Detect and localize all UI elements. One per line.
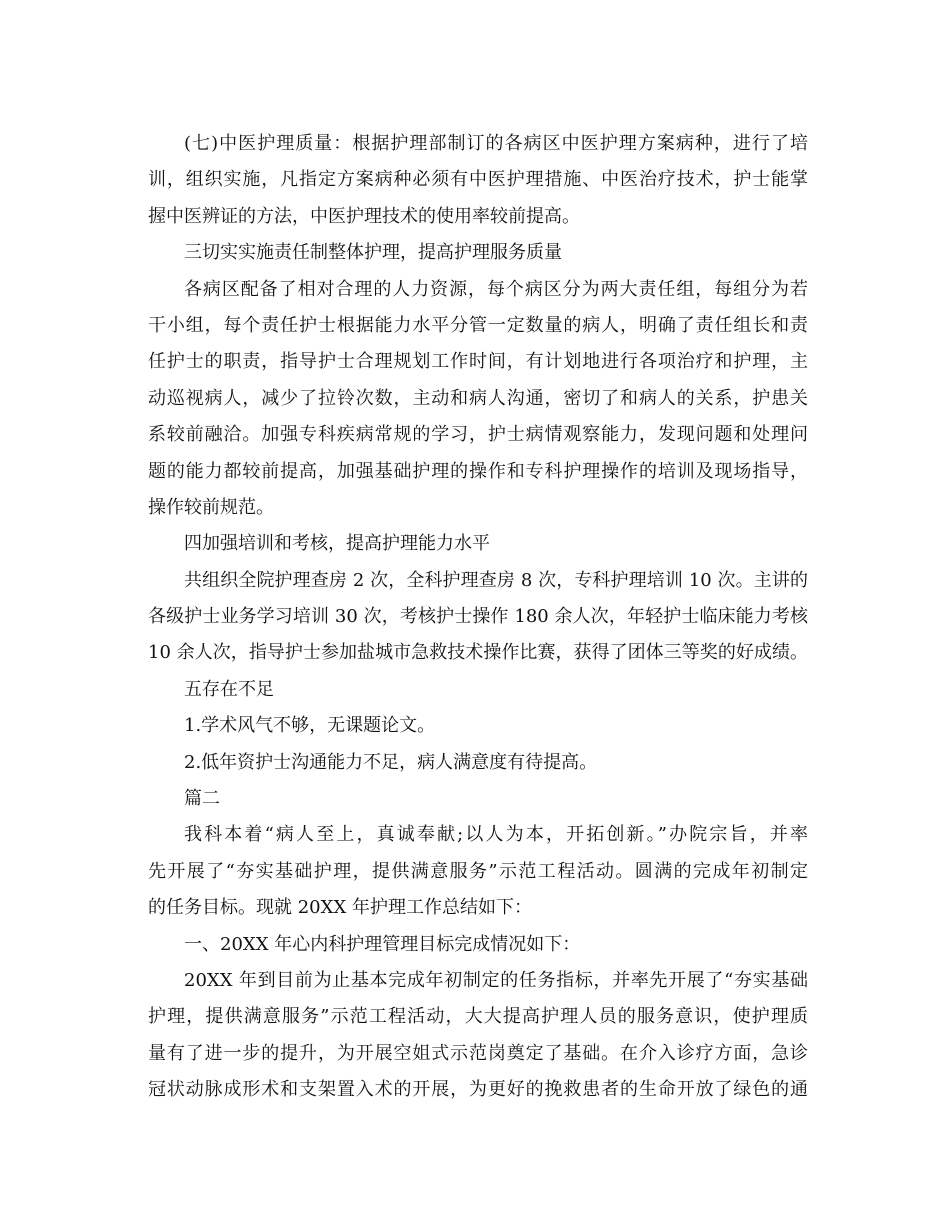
text-line: 冠状动脉成形术和支架置入术的开展，为更好的挽救患者的生命开放了绿色的通 [148, 1079, 808, 1101]
text-line: 的任务目标。现就 20XX 年护理工作总结如下： [148, 897, 532, 919]
text-line: 操作较前规范。 [148, 496, 274, 518]
text-line: 各级护士业务学习培训 30 次，考核护士操作 180 余人次，年轻护士临床能力考核 [148, 606, 808, 628]
text-line: 三切实实施责任制整体护理，提高护理服务质量 [184, 242, 562, 264]
text-line: 20XX 年到目前为止基本完成年初制定的任务指标，并率先开展了“夯实基础 [184, 969, 808, 991]
text-line: 2.低年资护士沟通能力不足，病人满意度有待提高。 [184, 751, 598, 773]
text-line: 任护士的职责，指导护士合理规划工作时间，有计划地进行各项治疗和护理，主 [148, 351, 808, 373]
text-line: 动巡视病人，减少了拉铃次数，主动和病人沟通，密切了和病人的关系，护患关 [148, 387, 808, 409]
text-line: 1.学术风气不够，无课题论文。 [184, 715, 436, 737]
text-line: 握中医辨证的方法，中医护理技术的使用率较前提高。 [148, 205, 580, 227]
text-line: 题的能力都较前提高，加强基础护理的操作和专科护理操作的培训及现场指导， [148, 460, 808, 482]
text-line: 系较前融洽。加强专科疾病常规的学习，护士病情观察能力，发现问题和处理问 [148, 424, 808, 446]
text-line: 各病区配备了相对合理的人力资源，每个病区分为两大责任组，每组分为若 [184, 278, 808, 300]
text-line: 篇二 [184, 788, 220, 810]
text-line: (七)中医护理质量：根据护理部制订的各病区中医护理方案病种，进行了培 [184, 133, 808, 154]
text-line: 先开展了“夯实基础护理，提供满意服务”示范工程活动。圆满的完成年初制定 [148, 860, 808, 882]
text-line: 干小组，每个责任护士根据能力水平分管一定数量的病人，明确了责任组长和责 [148, 314, 808, 336]
document-body [148, 126, 808, 1109]
text-line: 共组织全院护理查房 2 次，全科护理查房 8 次，专科护理培训 10 次。主讲的 [184, 569, 808, 591]
text-line: 护理，提供满意服务”示范工程活动，大大提高护理人员的服务意识，使护理质 [148, 1006, 808, 1028]
text-line: 一、20XX 年心内科护理管理目标完成情况如下： [184, 933, 581, 955]
text-line: 四加强培训和考核，提高护理能力水平 [184, 533, 490, 555]
text-line: 量有了进一步的提升，为开展空姐式示范岗奠定了基础。在介入诊疗方面，急诊 [148, 1042, 808, 1064]
text-line: 我科本着“病人至上，真诚奉献;以人为本，开拓创新。”办院宗旨，并率 [184, 824, 808, 846]
text-line: 训，组织实施，凡指定方案病种必须有中医护理措施、中医治疗技术，护士能掌 [148, 169, 808, 191]
text-line: 五存在不足 [184, 678, 274, 700]
text-line: 10 余人次，指导护士参加盐城市急救技术操作比赛，获得了团体三等奖的好成绩。 [148, 642, 808, 664]
